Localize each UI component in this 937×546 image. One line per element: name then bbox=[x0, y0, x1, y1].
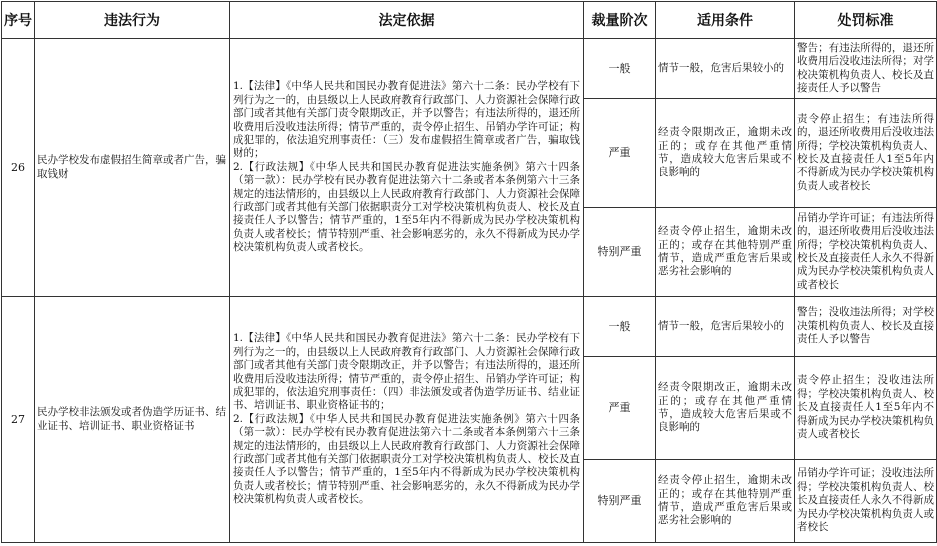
header-penalty: 处罚标准 bbox=[795, 2, 937, 39]
row-seq: 27 bbox=[2, 297, 35, 543]
basis-item: 2.【行政法规】《中华人民共和国民办教育促进法实施条例》第六十四条（第一款）：民办学校有民办教育促进法第六十二条或者本条例第六十三条规定的违法情形的，由县级以上人民政府教育行政部门、人力资源社会保障行政部门或者其他有关部门依据职责分工对学校决策机构负责人、校长及直接责任人予以警告；情节严重的，1至5年内不得新成为民办学校决策机构负责人或者校长；情节特别严重、社会影响恶劣的，永久不得新成为民办学校决策机构负责人或者校长。 bbox=[233, 160, 580, 254]
table-row bbox=[2, 297, 937, 357]
condition-cell: 经责令停止招生，逾期未改正的；或存在其他特别严重情节，造成严重危害后果或恶劣社会影响的 bbox=[656, 208, 795, 297]
header-basis: 法定依据 bbox=[230, 2, 584, 39]
level-cell: 一般 bbox=[584, 39, 656, 99]
basis-item: 1.【法律】《中华人民共和国民办教育促进法》第六十二条：民办学校有下列行为之一的，由县级以上人民政府教育行政部门、人力资源社会保障行政部门或者其他有关部门责令限期改正，并予以警告；有违法所得的，退还所收费用后没收违法所得；情节严重的，责令停止招生、吊销办学许可证；构成犯罪的，依法追究刑事责任：（四）非法颁发或者伪造学历证书、结业证书、培训证书、职业资格证书的； bbox=[233, 332, 580, 412]
header-level: 裁量阶次 bbox=[584, 2, 656, 39]
table-row bbox=[2, 39, 937, 99]
penalty-cell: 警告；没收违法所得；对学校决策机构负责人、校长及直接责任人予以警告 bbox=[795, 297, 937, 357]
row-act: 民办学校非法颁发或者伪造学历证书、结业证书、培训证书、职业资格证书 bbox=[35, 297, 230, 543]
level-cell: 特别严重 bbox=[584, 208, 656, 297]
header-act: 违法行为 bbox=[35, 2, 230, 39]
condition-cell: 情节一般，危害后果较小的 bbox=[656, 39, 795, 99]
penalty-cell: 吊销办学许可证；没收违法所得；学校决策机构负责人、校长及直接责任人永久不得新成为民办学校决策机构负责人或者校长 bbox=[795, 460, 937, 543]
penalty-cell: 责令停止招生；有违法所得的，退还所收费用后没收违法所得；学校决策机构负责人、校长及直接责任人1至5年内不得新成为民办学校决策机构负责人或者校长 bbox=[795, 99, 937, 208]
condition-cell: 经责令限期改正，逾期未改正的；或存在其他严重情节，造成较大危害后果或不良影响的 bbox=[656, 357, 795, 460]
condition-cell: 经责令限期改正，逾期未改正的；或存在其他严重情节，造成较大危害后果或不良影响的 bbox=[656, 99, 795, 208]
header-cond: 适用条件 bbox=[656, 2, 795, 39]
level-cell: 一般 bbox=[584, 297, 656, 357]
condition-cell: 情节一般，危害后果较小的 bbox=[656, 297, 795, 357]
penalty-cell: 责令停止招生；没收违法所得；学校决策机构负责人、校长及直接责任人1至5年内不得新成为民办学校决策机构负责人或者校长 bbox=[795, 357, 937, 460]
penalty-table bbox=[1, 1, 937, 543]
header-row bbox=[2, 2, 937, 39]
penalty-cell: 吊销办学许可证；有违法所得的，退还所收费用后没收违法所得；学校决策机构负责人、校长及直接责任人永久不得新成为民办学校决策机构负责人或者校长 bbox=[795, 208, 937, 297]
level-cell: 特别严重 bbox=[584, 460, 656, 543]
penalty-cell: 警告；有违法所得的，退还所收费用后没收违法所得；对学校决策机构负责人、校长及直接责任人予以警告 bbox=[795, 39, 937, 99]
row-act: 民办学校发布虚假招生简章或者广告，骗取钱财 bbox=[35, 39, 230, 297]
level-cell: 严重 bbox=[584, 99, 656, 208]
row-basis bbox=[230, 297, 584, 543]
row-basis bbox=[230, 39, 584, 297]
level-cell: 严重 bbox=[584, 357, 656, 460]
condition-cell: 经责令停止招生，逾期未改正的；或存在其他特别严重情节，造成严重危害后果或恶劣社会影响的 bbox=[656, 460, 795, 543]
header-seq: 序号 bbox=[2, 2, 35, 39]
basis-item: 2.【行政法规】《中华人民共和国民办教育促进法实施条例》第六十四条（第一款）：民办学校有民办教育促进法第六十二条或者本条例第六十三条规定的违法情形的，由县级以上人民政府教育行政部门、人力资源社会保障行政部门或者其他有关部门依据职责分工对学校决策机构负责人、校长及直接责任人予以警告；情节严重的，1至5年内不得新成为民办学校决策机构负责人或者校长；情节特别严重、社会影响恶劣的，永久不得新成为民办学校决策机构负责人或者校长。 bbox=[233, 412, 580, 506]
basis-item: 1.【法律】《中华人民共和国民办教育促进法》第六十二条：民办学校有下列行为之一的，由县级以上人民政府教育行政部门、人力资源社会保障行政部门或者其他有关部门责令限期改正，并予以警告；有违法所得的，退还所收费用后没收违法所得；情节严重的，责令停止招生、吊销办学许可证；构成犯罪的，依法追究刑事责任：（三）发布虚假招生简章或者广告，骗取钱财的； bbox=[233, 80, 580, 160]
row-seq: 26 bbox=[2, 39, 35, 297]
